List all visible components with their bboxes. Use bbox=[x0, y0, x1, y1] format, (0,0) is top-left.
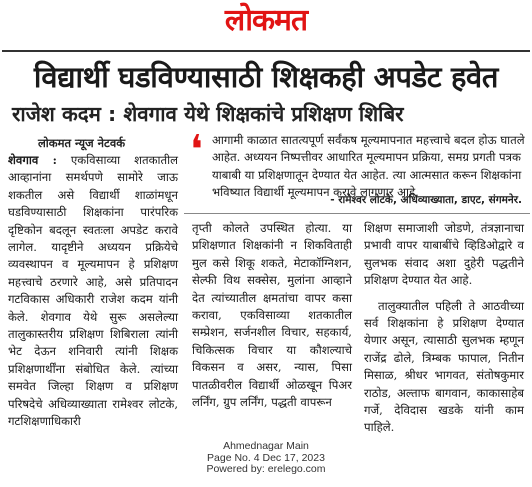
page-footer bbox=[0, 441, 532, 476]
pull-quote-attribution: - रामेश्वर लोटके, अधिव्याख्याता, डाएट, संगमनेर. bbox=[330, 194, 522, 206]
paragraph bbox=[8, 152, 178, 431]
article-column-2 bbox=[192, 220, 352, 411]
quote-mark-icon: ❛ bbox=[190, 127, 203, 173]
masthead-logo: लोकमत bbox=[224, 3, 308, 38]
column-3-paragraph-2: तालुक्यातील पहिली ते आठवीच्या सर्व शिक्षकांना हे प्रशिक्षण देण्यात येणार असून, त्यासाठी सुलभक म्हणून राजेंद्र ढोले, त्रिम्बक फापाल, नितीन मिसाळ, श्रीधर भागवत, संतोषकुमार राठोड, अल्ताफ बागवान, काकासाहेब गर्जे, देविदास खडके यांनी काम पाहिले. bbox=[364, 298, 524, 435]
article-headline: विद्यार्थी घडविण्यासाठी शिक्षकही अपडेट हवेत bbox=[33, 60, 499, 94]
quote-divider bbox=[184, 213, 530, 214]
pull-quote bbox=[190, 127, 526, 212]
top-rule bbox=[2, 50, 530, 52]
column-3-paragraph-1: शिक्षण समाजाशी जोडणे, तंत्रज्ञानाचा प्रभावी वापर याबाबींचे व्हिडिओद्वारे व सुलभक संवाद अशा दुहेरी पद्धतीने प्रशिक्षण देण्यात येत आहे. bbox=[364, 221, 524, 288]
footer-edition: Ahmednagar Main bbox=[223, 440, 309, 452]
article-column-3 bbox=[364, 220, 524, 437]
article-subheadline: राजेश कदम : शेवगाव येथे शिक्षकांचे प्रशिक्षण शिबिर bbox=[12, 102, 404, 126]
footer-page-date: Page No. 4 Dec 17, 2023 bbox=[207, 451, 325, 464]
column-2-text: तृप्ती कोलते उपस्थित होत्या. या प्रशिक्षणात शिक्षकांनी न शिकविताही मुल कसे शिकू शकते, मेटाकॉग्निशन, सेल्फी विथ सक्सेस, मुलांना आव्हाने देत त्यांच्यातील क्षमतांचा वापर कसा करावा, एकविसाव्या शतकातील सम्प्रेशन, सर्जनशील विचार, सहकार्य, चिकित्सक विचार या कौशल्याचे विकसन व असर, न्यास, पिसा पातळीवरील विद्यार्थी ओळखून पिअर लर्निंग, ग्रुप लर्निंग, पद्धती वापरून bbox=[192, 221, 352, 410]
article-dateline: शेवगाव : bbox=[8, 153, 57, 167]
column-1-text: एकविसाव्या शतकातील आव्हानांना समर्थपणे सामोरे जाऊ शकतील असे विद्यार्थी शाळांमधून घडविण्यासाठी शिक्षकांना पारंपरिक दृष्टिकोन बदलून स्वतःला अपडेट करावे लागेल. यादृष्टीने अध्ययन प्रक्रियेचे व्यवस्थापन व मूल्यमापन हे प्रशिक्षण महत्त्वाचे ठरणारे आहे, असे प्रतिपादन गटविकास अधिकारी राजेश कदम यांनी केले. शेवगाव येथे सुरू असलेल्या तालुकास्तरीय प्रशिक्षण शिबिराला त्यांनी भेट देऊन शनिवारी त्यांनी शिक्षक प्रशिक्षणार्थींना संबोधित केले. त्यांच्या समवेत जिल्हा शिक्षण व प्रशिक्षण परिषदेचे अधिव्याख्याता रामेश्वर लोटके, गटशिक्षणाधिकारी bbox=[8, 153, 178, 429]
footer-powered-by: Powered by: erelego.com bbox=[206, 463, 326, 475]
article-column-1 bbox=[8, 152, 178, 431]
pull-quote-text: आगामी काळात सातत्यपूर्ण सर्वंकष मूल्यमापनात महत्त्वाचे बदल होऊ घातले आहेत. अध्ययन निष्पत्तीवर आधारित मूल्यमापन प्रक्रिया, समग्र प्रगती पत्रक याबाबी या प्रशिक्षणातून देण्यात येत आहेत. त्या आत्मसात करून शिक्षकांना भविष्यात विद्यार्थी मूल्यमापन करावे लागणार आहे. bbox=[212, 133, 525, 200]
article-byline: लोकमत न्यूज नेटवर्क bbox=[38, 136, 126, 150]
